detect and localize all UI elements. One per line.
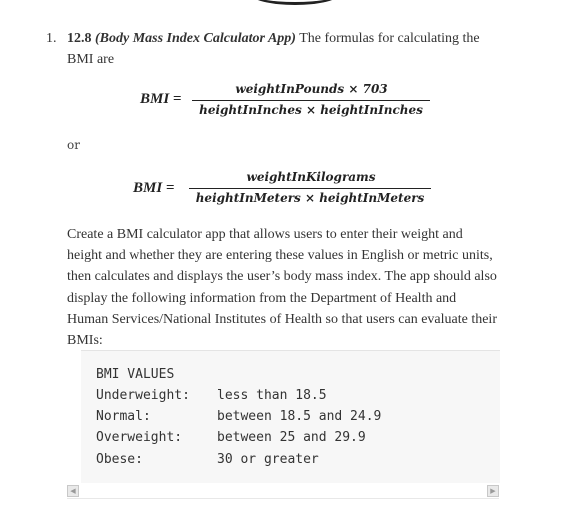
code-label: Overweight: xyxy=(96,430,183,445)
scroll-left-arrow-icon[interactable]: ◀ xyxy=(67,485,79,497)
fraction-bar xyxy=(189,188,431,189)
code-value: between 18.5 and 24.9 xyxy=(217,409,382,424)
code-heading: BMI VALUES xyxy=(96,367,175,382)
horizontal-scrollbar[interactable] xyxy=(67,485,499,499)
description-paragraph: Create a BMI calculator app that allows users to enter their weight and height and whether they are entering these values in English or metric units, then calculates and displays the user’s body mass index. The app should also display the following information from the Department of Health and Human Services/National Institutes of Health so that users can evaluate their BMIs: xyxy=(67,227,497,349)
formula-denominator: heightInInches × heightInInches xyxy=(199,103,423,117)
decorative-arc xyxy=(250,0,340,5)
code-label: Underweight: xyxy=(96,388,190,403)
exercise-title: (Body Mass Index Calculator App) xyxy=(95,31,296,46)
code-block xyxy=(81,350,500,483)
code-value: less than 18.5 xyxy=(217,388,327,403)
scroll-right-arrow-icon[interactable]: ▶ xyxy=(487,485,499,497)
formula-lhs: BMI = xyxy=(140,91,182,107)
code-value: 30 or greater xyxy=(217,452,319,467)
formula-denominator: heightInMeters × heightInMeters xyxy=(195,191,425,205)
or-separator: or xyxy=(67,138,80,152)
formula-numerator: weightInKilograms xyxy=(246,170,376,184)
code-label: Obese: xyxy=(96,452,143,467)
intro-text: The formulas for calculating the BMI are xyxy=(67,31,480,67)
code-label: Normal: xyxy=(96,409,151,424)
exercise-id: 12.8 xyxy=(67,31,92,46)
fraction-bar xyxy=(192,100,430,101)
intro-paragraph xyxy=(67,28,499,70)
list-item-number: 1. xyxy=(46,31,57,46)
code-value: between 25 and 29.9 xyxy=(217,430,366,445)
formula-numerator: weightInPounds × 703 xyxy=(235,82,388,96)
formula-lhs: BMI = xyxy=(133,180,175,196)
